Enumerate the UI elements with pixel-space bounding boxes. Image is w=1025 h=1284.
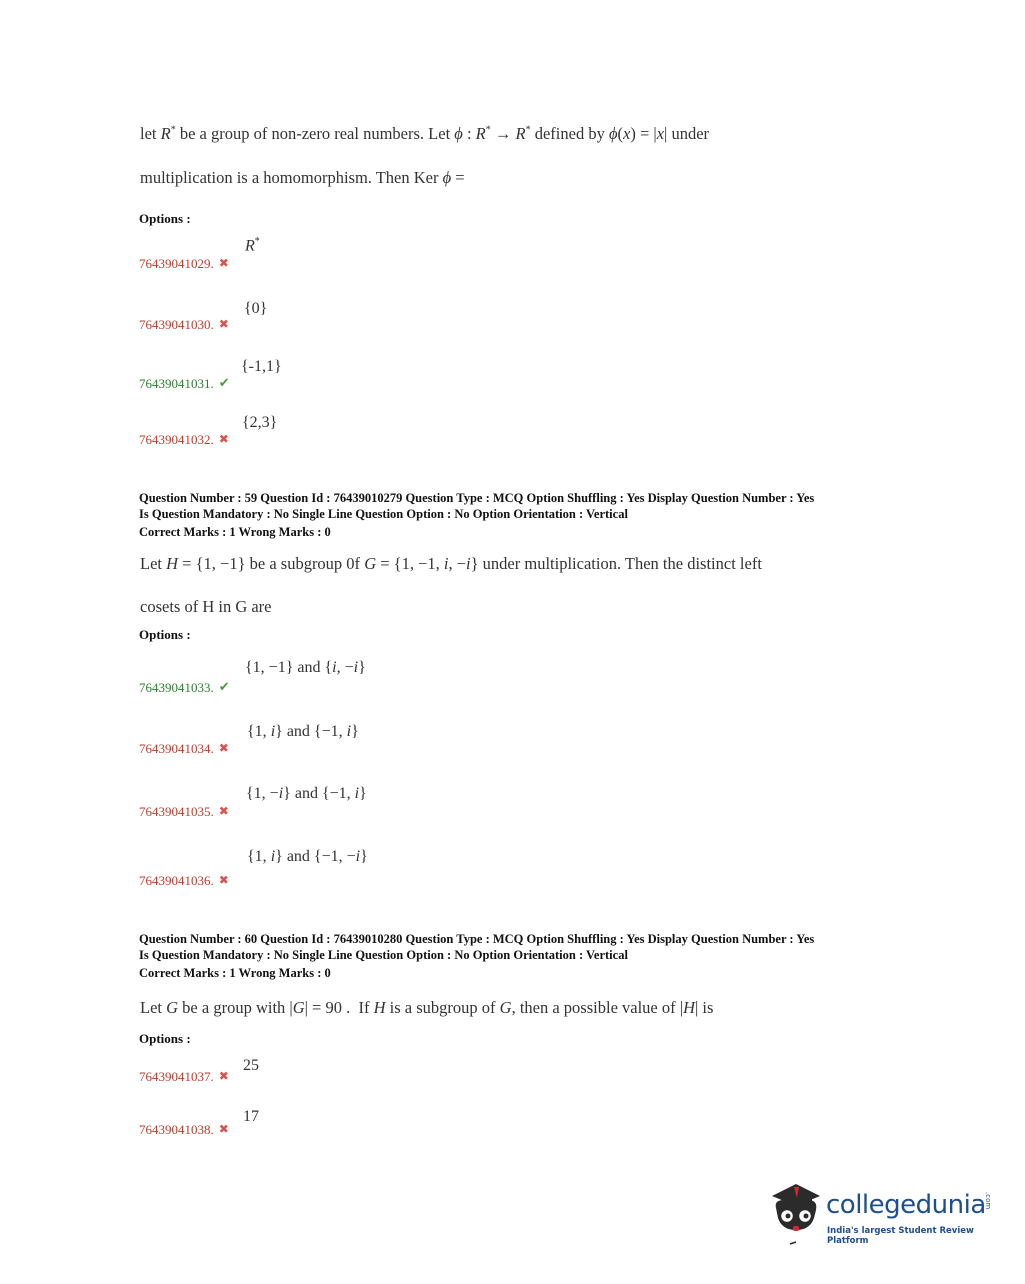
option-id: 76439041029. [139, 256, 214, 271]
question-59-meta: Question Number : 59 Question Id : 76439010279 Question Type : MCQ Option Shuffling : Yes Display Question Number : Yes Is Question Mandatory : No Single Line Question Option : No Option Orientation : Vertical Correct Marks : 1 Wrong Marks : 0 [139, 491, 815, 539]
option-text: 25 [243, 1057, 259, 1074]
option-text: R* [245, 236, 260, 255]
option-text: {2,3} [242, 414, 278, 431]
cross-icon: ✖ [218, 256, 229, 270]
cross-icon: ✖ [218, 1122, 229, 1136]
question-58-text-line1: let R* be a group of non-zero real numbers. Let ϕ : R* → R* defined by ϕ(x) = |x| under [140, 124, 710, 143]
options-label: Options : [139, 627, 191, 642]
option-row [139, 432, 229, 448]
option-row [139, 679, 230, 696]
option-id: 76439041030. [139, 317, 214, 332]
options-label: Options : [139, 1031, 191, 1046]
option-id: 76439041036. [139, 873, 214, 888]
cross-icon: ✖ [218, 1069, 229, 1083]
cross-icon: ✖ [218, 741, 229, 755]
graduate-mascot-icon [766, 1178, 826, 1248]
cross-icon: ✖ [218, 432, 229, 446]
option-row [139, 741, 229, 757]
option-id: 76439041031. [139, 376, 214, 391]
question-60-meta: Question Number : 60 Question Id : 76439010280 Question Type : MCQ Option Shuffling : Yes Display Question Number : Yes Is Question Mandatory : No Single Line Question Option : No Option Orientation : Vertical Correct Marks : 1 Wrong Marks : 0 [139, 932, 815, 980]
check-icon: ✔ [218, 375, 230, 390]
option-text: {1, −1} and {i, −i} [245, 659, 366, 676]
logo-suffix: .com [984, 1192, 992, 1210]
option-row [139, 256, 229, 272]
option-id: 76439041033. [139, 680, 214, 695]
option-row [139, 317, 229, 333]
option-row [139, 1122, 229, 1138]
check-icon: ✔ [218, 679, 230, 694]
option-id: 76439041038. [139, 1122, 214, 1137]
question-59-text-line1: Let H = {1, −1} be a subgroup 0f G = {1, −1, i, −i} under multiplication. Then the distinct left [140, 554, 762, 573]
option-text: 17 [243, 1108, 259, 1125]
logo-wordmark: collegedunia [826, 1190, 986, 1220]
cross-icon: ✖ [218, 317, 229, 331]
option-text: {1, i} and {−1, −i} [247, 848, 368, 865]
option-text: {1, i} and {−1, i} [247, 723, 359, 740]
option-id: 76439041035. [139, 804, 214, 819]
option-id: 76439041032. [139, 432, 214, 447]
option-row [139, 873, 229, 889]
option-row [139, 375, 230, 392]
cross-icon: ✖ [218, 873, 229, 887]
option-id: 76439041034. [139, 741, 214, 756]
option-text: {-1,1} [241, 358, 282, 375]
collegedunia-logo [766, 1178, 996, 1248]
cross-icon: ✖ [218, 804, 229, 818]
options-label: Options : [139, 211, 191, 226]
option-id: 76439041037. [139, 1069, 214, 1084]
question-60-text: Let G be a group with |G| = 90 . If H is a subgroup of G, then a possible value of |H| is [140, 998, 714, 1017]
question-59-text-line2: cosets of H in G are [140, 597, 272, 616]
option-text: {1, −i} and {−1, i} [246, 785, 367, 802]
option-row [139, 1069, 229, 1085]
logo-tagline: India's largest Student Review Platform [827, 1226, 974, 1246]
question-58-text-line2: multiplication is a homomorphism. Then Ker ϕ = [140, 168, 465, 187]
option-text: {0} [244, 300, 268, 317]
option-row [139, 804, 229, 820]
